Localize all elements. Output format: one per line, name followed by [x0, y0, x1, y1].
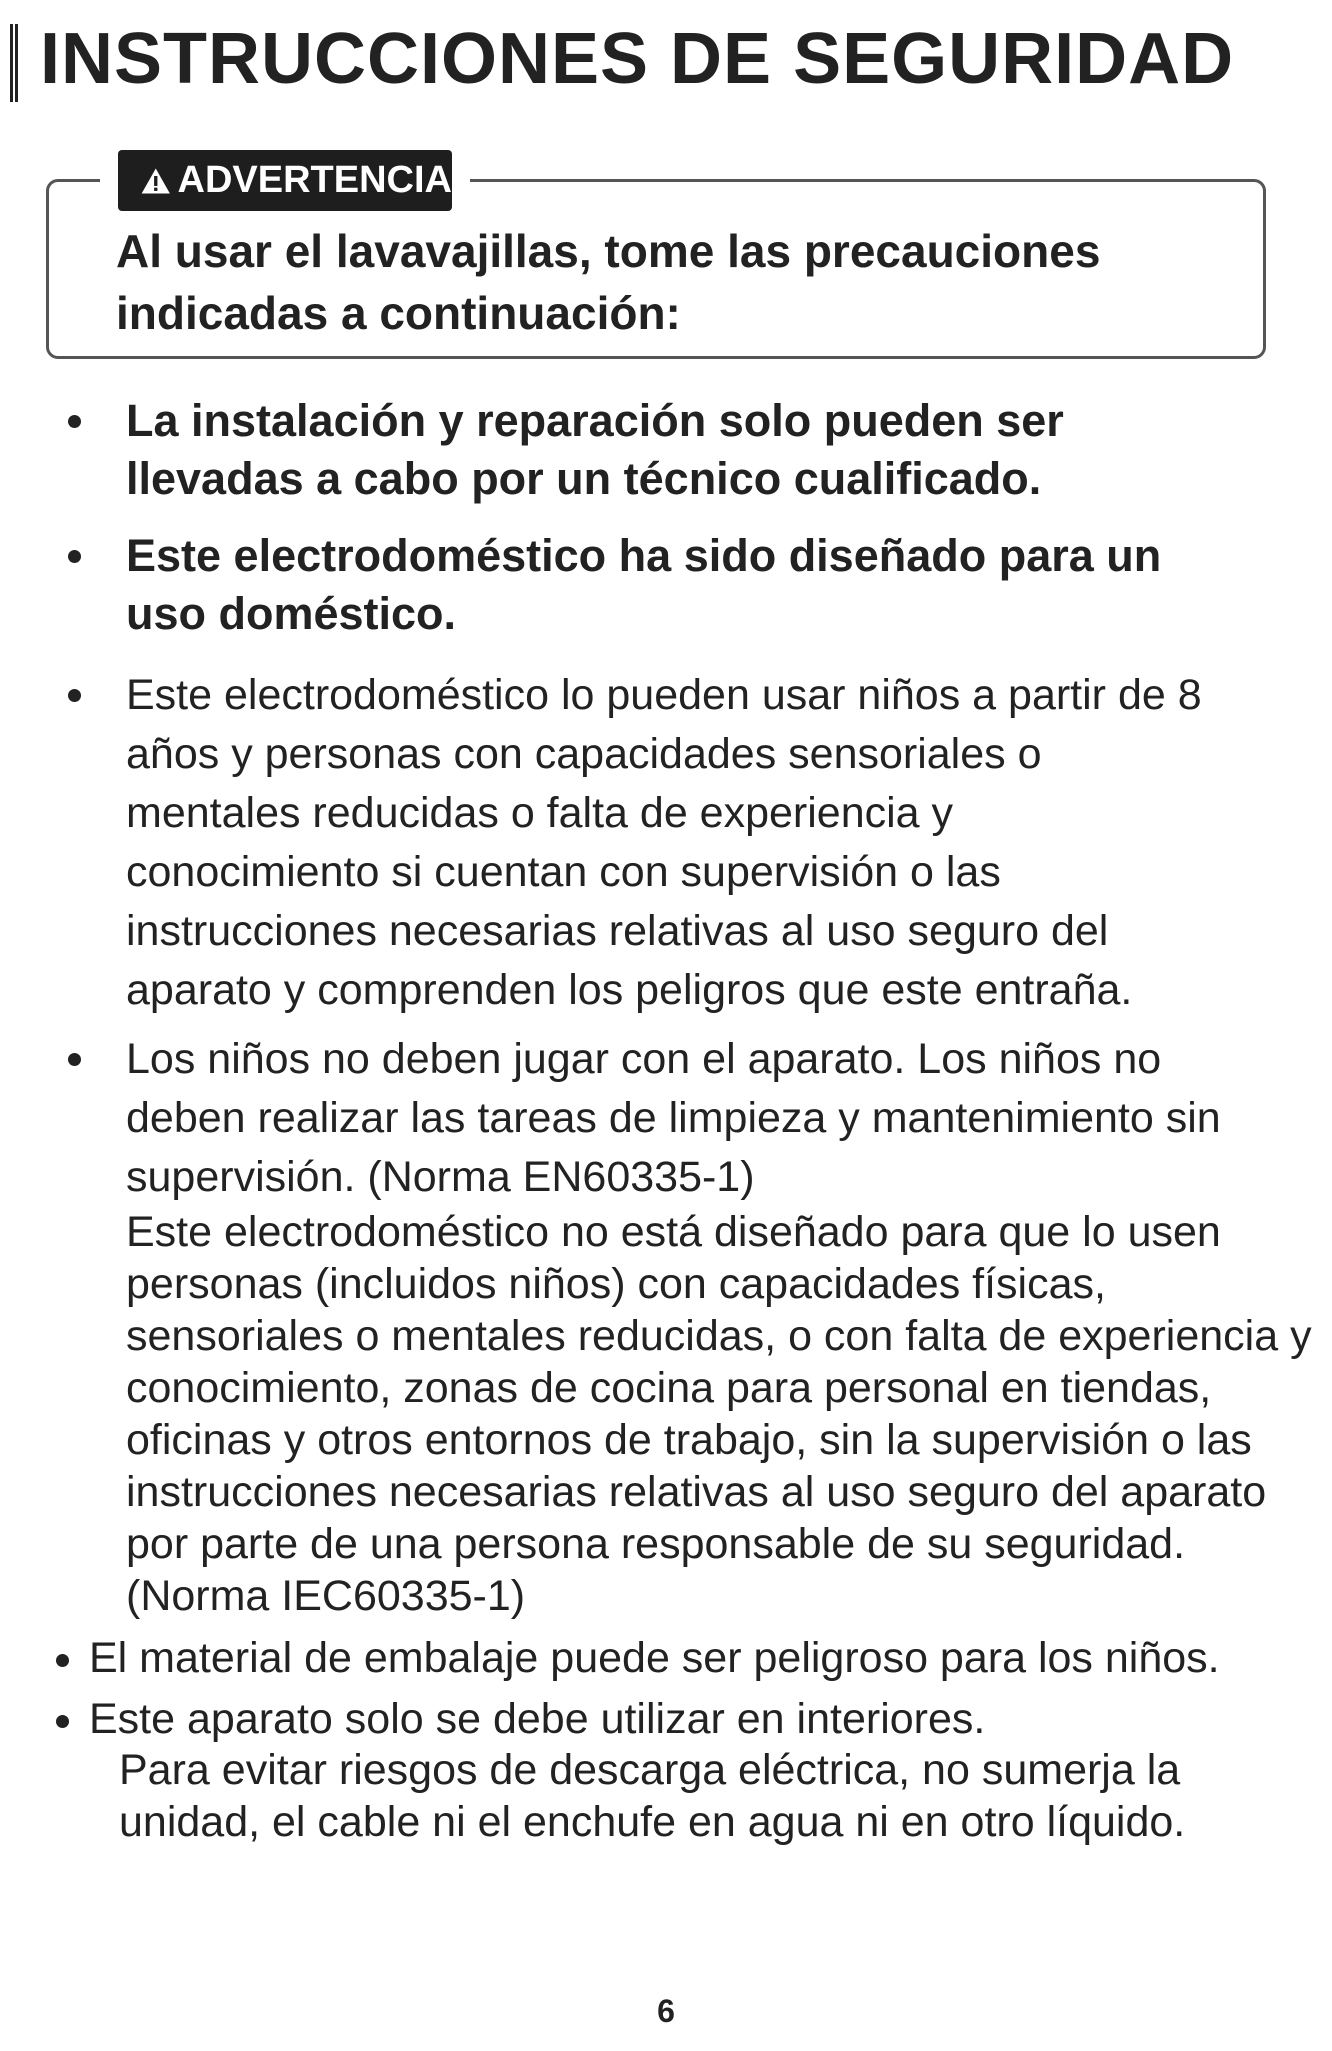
bullet-text: Los niños no deben jugar con el aparato. Los niños no deben realizar las tareas de limpieza y mantenimiento sin supervisión. (Norma EN60335-1) — [126, 1035, 1221, 1201]
bullet-continuation: Para evitar riesgos de descarga eléctrica, no sumerja la unidad, el cable ni el enchufe en agua ni en otro líquido. — [119, 1746, 1186, 1846]
bullet-text: Este aparato solo se debe utilizar en interiores. — [89, 1695, 986, 1743]
bullet-text: Este electrodoméstico lo pueden usar niños a partir de 8 años y personas con capacidades sensoriales o mentales reducidas o falta de experiencia y conocimiento si cuentan con supervisión o las instrucciones necesarias relativas al uso seguro del aparato y comprenden los peligros que este entraña. — [126, 671, 1202, 1014]
bullet-text: El material de embalaje puede ser peligroso para los niños. — [89, 1634, 1220, 1682]
bullet-dot — [68, 415, 81, 428]
bullet-dot — [68, 550, 81, 563]
bullet-continuation: Este electrodoméstico no está diseñado para que lo usen personas (incluidos niños) con capacidades físicas, sensoriales o mentales reducidas, o con falta de experiencia y conocimiento, zonas de cocina para personal en tiendas, oficinas y otros entornos de trabajo, sin la supervisión o las instrucciones necesarias relativas al uso seguro del aparato por parte de una persona responsable de su seguridad. (Norma IEC60335-1) — [126, 1208, 1312, 1620]
bullet-text: Este electrodoméstico ha sido diseñado para un uso doméstico. — [126, 530, 1162, 639]
warning-text: Al usar el lavavajillas, tome las precauciones indicadas a continuación: — [116, 225, 1101, 339]
page-title: INSTRUCCIONES DE SEGURIDAD — [40, 19, 1235, 99]
bullet-dot — [56, 1715, 69, 1728]
page-number: 6 — [657, 1993, 675, 2029]
warning-badge — [118, 150, 452, 211]
warning-triangle-icon — [140, 164, 172, 198]
warning-badge-label: ADVERTENCIA — [177, 159, 452, 201]
bullet-dot — [68, 689, 81, 702]
bullet-text: La instalación y reparación solo pueden ser llevadas a cabo por un técnico cualificado. — [126, 395, 1064, 504]
bullet-dot — [56, 1654, 69, 1667]
title-accent-bar — [10, 24, 18, 102]
bullet-dot — [68, 1053, 81, 1066]
